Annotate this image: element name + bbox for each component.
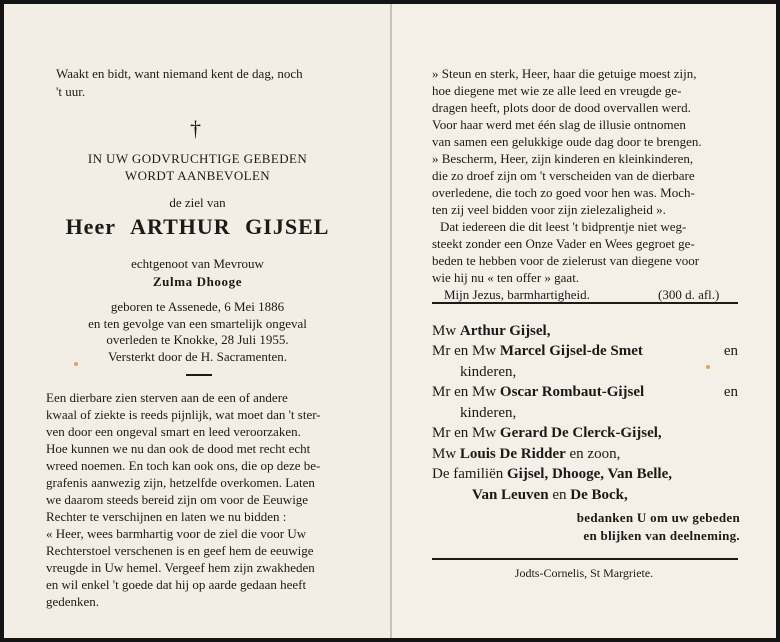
prayer-line-5: van samen een gelukkige oude dag door te brengen. xyxy=(432,134,702,149)
meditation-line-7: we daarom steeds bereid zijn om voor de Eeuwige xyxy=(46,492,309,507)
prayer-line-7: die zo droef zijn om 't verscheiden van de dierbare xyxy=(432,168,695,183)
divider-top xyxy=(432,302,738,304)
prayer-request-2: WORDT AANBEVOLEN xyxy=(124,168,271,183)
meditation-line-13: gedenken. xyxy=(46,594,100,609)
prayer-line-4: Voor haar werd met één slag de illusie ontnomen xyxy=(432,117,686,132)
family-l4-post: en xyxy=(723,384,738,400)
family-line-4 xyxy=(432,384,738,401)
prayer-line-8: overledene, die toch zo goed voor hen was. Moch- xyxy=(432,185,695,200)
indulgence-line-4: wie hij nu « ten offer » gaat. xyxy=(432,270,580,285)
meditation-line-12: en wil enkel 't goede dat hij op aarde gedaan heeft xyxy=(46,577,307,592)
intro-line-2: 't uur. xyxy=(56,84,86,99)
prayer-line-9: ten zij veel bidden voor zijn zielezaligheid ». xyxy=(432,202,666,217)
de-ziel-van: de ziel van xyxy=(169,195,226,210)
meditation-line-4: Hoe kunnen we nu dan ook de dood met recht echt xyxy=(46,441,311,456)
age-spot xyxy=(74,362,78,366)
prayer-line-1: » Steun en sterk, Heer, haar die getuige moest zijn, xyxy=(432,66,697,81)
divider-short xyxy=(186,374,212,376)
family-l2-name: Marcel Gijsel-de Smet xyxy=(499,343,643,359)
bio-line-2: en ten gevolge van een smartelijk ongeval xyxy=(88,316,307,331)
family-line-6 xyxy=(432,425,662,442)
cross-icon: † xyxy=(190,116,201,141)
thanks-line-2: en blijken van deelneming. xyxy=(583,528,740,543)
family-l4-name: Oscar Rombaut-Gijsel xyxy=(499,384,645,400)
indulgence-line-2: steekt zonder een Onze Vader en Wees gegroet ge- xyxy=(432,236,695,251)
age-spot-right xyxy=(706,365,710,369)
indulgence-days: (300 d. afl.) xyxy=(658,287,720,302)
prayer-request-1: IN UW GODVRUCHTIGE GEBEDEN xyxy=(87,151,308,166)
meditation-line-11: vreugde in Uw hemel. Vergeef hem zijn zwakheden xyxy=(46,560,315,575)
intro-line-1: Waakt en bidt, want niemand kent de dag, noch xyxy=(56,66,303,81)
family-line-2 xyxy=(432,343,738,360)
family-l9-name2: De Bock, xyxy=(570,487,628,503)
family-l9-name1: Van Leuven xyxy=(472,487,549,503)
thanks-line-1: bedanken U om uw gebeden xyxy=(576,510,740,525)
meditation-line-5: wreed noemen. En toch kan ook ons, die op deze be- xyxy=(46,458,321,473)
family-line-3: kinderen, xyxy=(460,364,517,380)
name-last: GIJSEL xyxy=(245,214,330,239)
family-l2-prefix: Mr en Mw xyxy=(432,343,497,359)
printer-imprint: Jodts-Cornelis, St Margriete. xyxy=(514,566,654,580)
family-l1-name: Arthur Gijsel, xyxy=(459,323,551,339)
family-l7-prefix: Mw xyxy=(432,446,457,462)
family-line-9 xyxy=(472,487,628,504)
meditation-line-8: Rechter te verschijnen en laten we nu bidden : xyxy=(46,509,287,524)
left-panel xyxy=(4,4,391,638)
family-l1-prefix: Mw xyxy=(432,323,457,339)
family-l6-name: Gerard De Clerck-Gijsel, xyxy=(499,425,662,441)
bio-line-1: geboren te Assenede, 6 Mei 1886 xyxy=(110,299,285,314)
name-first: ARTHUR xyxy=(130,214,231,239)
divider-bottom xyxy=(432,558,738,560)
family-line-7 xyxy=(432,446,620,463)
family-l6-prefix: Mr en Mw xyxy=(432,425,497,441)
family-l4-prefix: Mr en Mw xyxy=(432,384,497,400)
family-l8-name: Gijsel, Dhooge, Van Belle, xyxy=(506,466,672,482)
family-line-5: kinderen, xyxy=(460,405,517,421)
prayer-line-3: dragen heeft, plots door de dood overvallen werd. xyxy=(432,100,691,115)
prayer-line-6: » Bescherm, Heer, zijn kinderen en kleinkinderen, xyxy=(432,151,694,166)
bio-line-3: overleden te Knokke, 28 Juli 1955. xyxy=(106,332,289,347)
ejaculation: Mijn Jezus, barmhartigheid. xyxy=(444,287,590,302)
indulgence-line-3: beden te hebben voor de zielerust van diegene voor xyxy=(432,253,700,268)
deceased-name xyxy=(4,214,391,240)
meditation-line-6: grafenis aanwezig zijn, hetzelfde overkomen. Laten xyxy=(46,475,315,490)
spouse-intro: echtgenoot van Mevrouw xyxy=(131,256,264,271)
family-line-8 xyxy=(432,466,672,483)
family-l8-prefix: De familiën xyxy=(432,466,504,482)
meditation-line-3: ven door een ongeval smart en leed veroorzaken. xyxy=(46,424,301,439)
family-l9-mid: en xyxy=(552,487,567,503)
indulgence-line-1: Dat iedereen die dit leest 't bidprentje niet weg- xyxy=(440,219,687,234)
family-l2-post: en xyxy=(723,343,738,359)
spouse-name: Zulma Dhooge xyxy=(152,274,243,289)
right-panel xyxy=(392,4,776,638)
family-l7-name: Louis De Ridder xyxy=(459,446,566,462)
meditation-line-1: Een dierbare zien sterven aan de een of andere xyxy=(46,390,288,405)
family-line-1 xyxy=(432,323,550,340)
family-l7-post: en zoon, xyxy=(569,446,621,462)
name-prefix: Heer xyxy=(65,214,116,239)
meditation-line-10: Rechterstoel verschenen is en geef hem de eeuwige xyxy=(46,543,314,558)
meditation-line-2: kwaal of ziekte is reeds pijnlijk, wat moet dan 't ster- xyxy=(46,407,321,422)
prayer-line-2: hoe diegene met wie ze alle leed en vreugde ge- xyxy=(432,83,682,98)
bio-line-4: Versterkt door de H. Sacramenten. xyxy=(107,349,288,364)
meditation-line-9: « Heer, wees barmhartig voor de ziel die voor Uw xyxy=(46,526,307,541)
